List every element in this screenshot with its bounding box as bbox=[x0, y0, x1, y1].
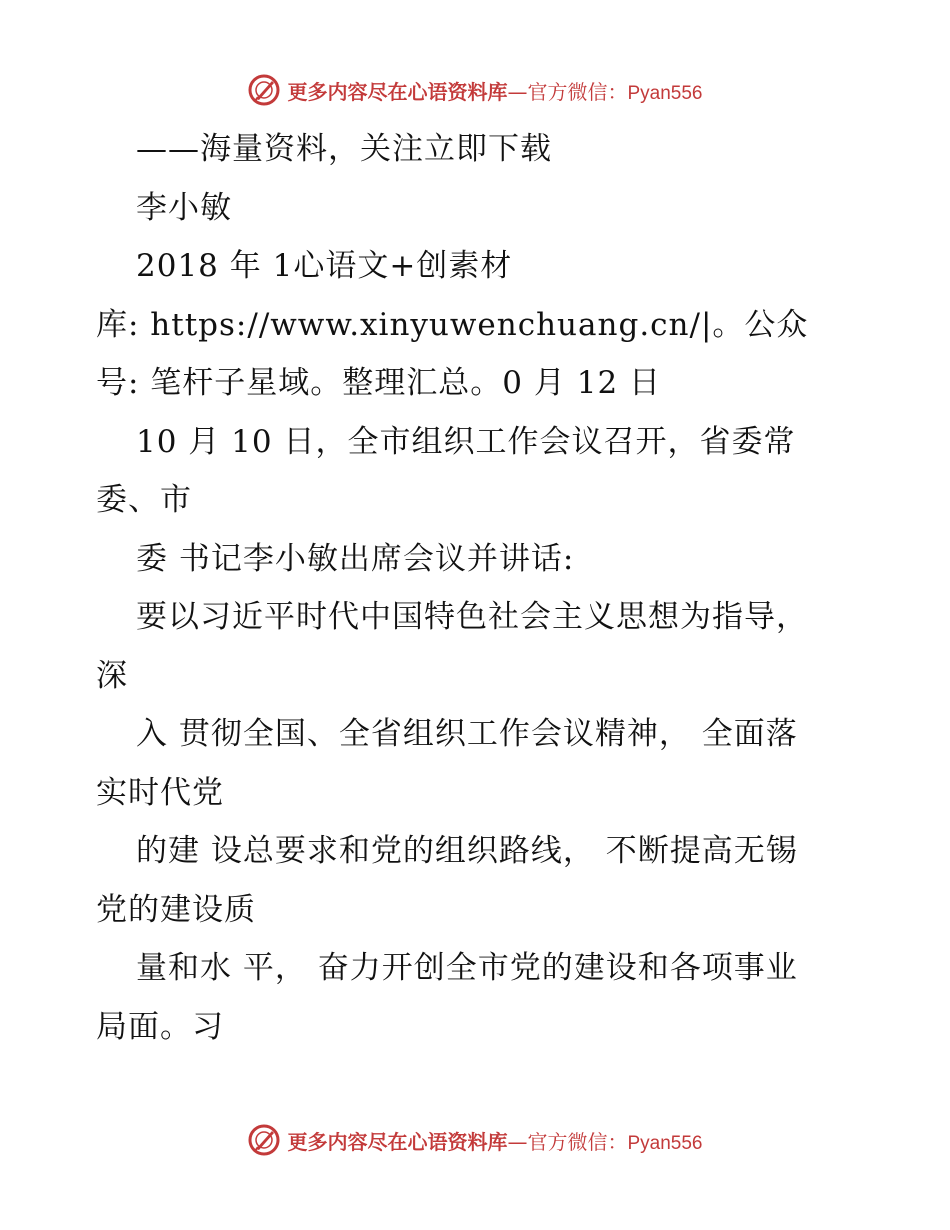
banner-wechat-id: Pyan556 bbox=[627, 82, 703, 104]
text-line: 要以习近平时代中国特色社会主义思想为指导， bbox=[136, 599, 808, 635]
text-line: 实时代党 bbox=[96, 774, 224, 811]
text-line: 号: 笔杆子星域。整理汇总。0 月 12 日 bbox=[96, 365, 662, 401]
banner-wechat-label: 官方微信： bbox=[527, 79, 628, 104]
text-line: 委、市 bbox=[96, 482, 192, 518]
text-line: 委 书记李小敏出席会议并讲话: bbox=[136, 540, 575, 577]
document-body bbox=[96, 120, 876, 1056]
header-banner bbox=[0, 70, 950, 110]
quill-pen-seal-icon bbox=[247, 1123, 281, 1157]
text-line: 入 贯彻全国、全省组织工作会议精神， 全面落 bbox=[136, 716, 798, 752]
text-line: 2018 年 1心语文+创素材 bbox=[136, 248, 513, 284]
banner-main-text: 更多内容尽在心语资料库 bbox=[287, 79, 508, 104]
text-line: 的建 设总要求和党的组织路线， 不断提高无锡 bbox=[136, 833, 798, 869]
banner-text bbox=[287, 1126, 702, 1155]
text-line: 量和水 平， 奋力开创全市党的建设和各项事业 bbox=[136, 950, 798, 986]
text-line: 10 月 10 日，全市组织工作会议召开，省委常 bbox=[136, 423, 796, 460]
banner-main-text: 更多内容尽在心语资料库 bbox=[287, 1129, 508, 1154]
footer-banner bbox=[0, 1120, 950, 1160]
text-line: 党的建设质 bbox=[96, 891, 256, 928]
text-line: 深 bbox=[96, 657, 128, 694]
text-line: 李小敏 bbox=[136, 189, 232, 226]
text-line: 局面。习 bbox=[96, 1008, 224, 1045]
banner-separator: — bbox=[507, 1129, 528, 1154]
text-line: 库: https://www.xinyuwenchuang.cn/|。公众 bbox=[96, 306, 809, 343]
quill-pen-seal-icon bbox=[247, 73, 281, 107]
banner-wechat-id: Pyan556 bbox=[627, 1132, 703, 1154]
banner-wechat-label: 官方微信： bbox=[527, 1129, 628, 1154]
banner-text bbox=[287, 76, 702, 105]
banner-separator: — bbox=[507, 79, 528, 104]
text-line: ——海量资料，关注立即下载 bbox=[136, 131, 552, 167]
